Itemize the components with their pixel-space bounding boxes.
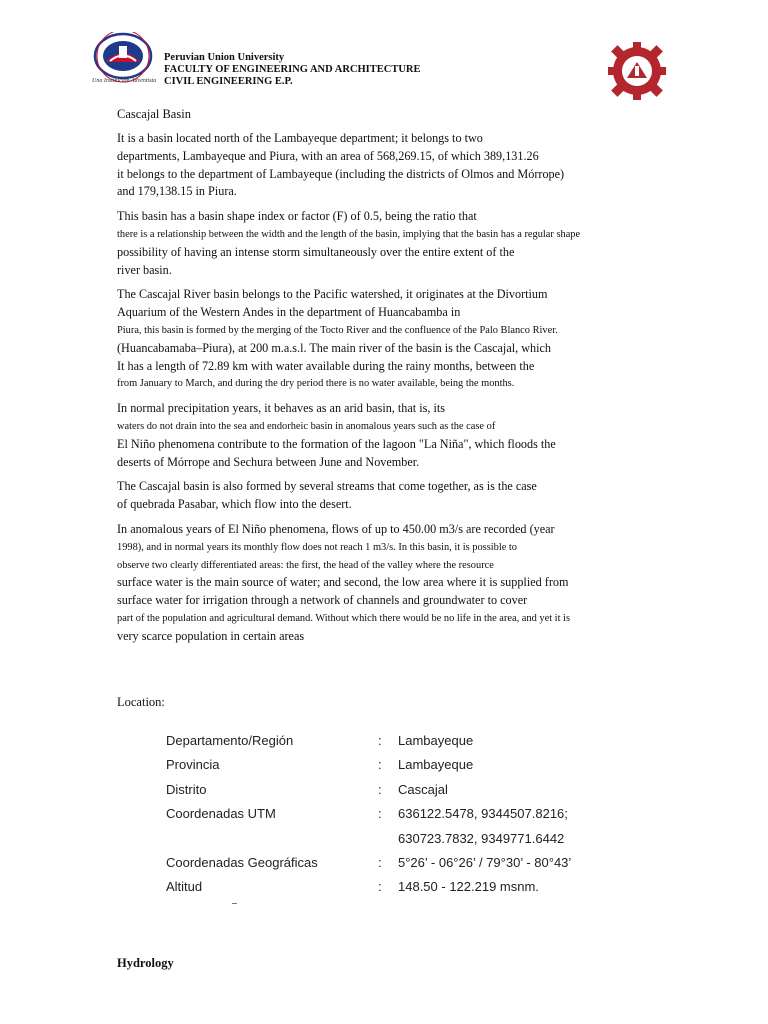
text-line: departments, Lambayeque and Piura, with an area of 568,269.15, of which 389,131.26	[117, 148, 539, 163]
location-value: 148.50 - 122.219 msnm.	[398, 879, 539, 895]
university-name: Peruvian Union University	[164, 52, 285, 63]
institution-block	[164, 52, 421, 88]
text-line: In anomalous years of El Niño phenomena, flows of up to 450.00 m3/s are recorded (year	[117, 521, 555, 536]
location-value: Lambayeque	[398, 733, 474, 748]
location-key: Distrito	[166, 781, 207, 797]
text-line: of quebrada Pasabar, which flow into the desert.	[117, 497, 352, 512]
text-line: there is a relationship between the width and the length of the basin, implying that the basin has a regular shape	[117, 228, 581, 240]
text-line: deserts of Mórrope and Sechura between June and November.	[117, 454, 420, 469]
text-line: Aquarium of the Western Andes in the department of Huancabamba in	[117, 305, 461, 320]
logo-motto: Una Institución Adventista	[92, 78, 157, 84]
text-line: The Cascajal River basin belongs to the Pacific watershed, it originates at the Divortium	[117, 287, 548, 302]
paragraph	[117, 130, 657, 201]
location-colon: :	[378, 733, 382, 748]
text-line: it belongs to the department of Lambayeque (including the districts of Olmos and Mórrope)	[117, 166, 565, 181]
paragraph	[117, 286, 657, 393]
paragraph	[117, 521, 657, 646]
text-line: 1998), and in normal years its monthly flow does not reach 1 m3/s. In this basin, it is possible to	[117, 541, 517, 553]
location-key: Coordenadas UTM	[166, 806, 276, 822]
text-line: observe two clearly differentiated areas: the first, the head of the valley where the resource	[117, 559, 494, 571]
location-label: Location:	[117, 695, 165, 709]
location-key: Coordenadas Geográficas	[166, 854, 318, 870]
text-line: El Niño phenomena contribute to the formation of the lagoon "La Niña", which floods the	[117, 436, 556, 451]
text-line: It is a basin located north of the Lambayeque department; it belongs to two	[117, 131, 483, 145]
location-key: Altitud	[166, 879, 203, 895]
text-line: This basin has a basin shape index or factor (F) of 0.5, being the ratio that	[117, 209, 477, 224]
location-key: Provincia	[166, 757, 220, 773]
location-colon: :	[378, 879, 382, 895]
location-colon: :	[378, 757, 382, 773]
paragraph	[117, 478, 657, 514]
text-line: part of the population and agricultural demand. Without which there would be no life in the area, and yet it is	[117, 612, 570, 624]
text-line: and 179,138.15 in Piura.	[117, 184, 237, 199]
civil-engineering-logo	[606, 40, 668, 102]
text-line: The Cascajal basin is also formed by several streams that come together, as is the case	[117, 479, 537, 494]
faculty-name: FACULTY OF ENGINEERING AND ARCHITECTURE	[164, 64, 421, 75]
text-line: from January to March, and during the dry period there is no water available, being the months.	[117, 378, 515, 390]
text-line: (Huancabamaba–Piura), at 200 m.a.s.l. The main river of the basin is the Cascajal, which	[117, 340, 551, 355]
paragraphs	[117, 130, 657, 646]
text-line: possibility of having an intense storm simultaneously over the entire extent of the	[117, 244, 515, 259]
location-value: 630723.7832, 9349771.6442	[398, 830, 565, 846]
text-line: river basin.	[117, 262, 172, 277]
location-value: Cascajal	[398, 781, 448, 797]
location-colon: :	[378, 781, 382, 797]
text-line: surface water is the main source of water; and second, the low area where it is supplied from	[117, 575, 569, 590]
text-line: waters do not drain into the sea and endorheic basin in anomalous years such as the case of	[117, 420, 496, 432]
text-line: Piura, this basin is formed by the merging of the Tocto River and the confluence of the Palo Blanco River.	[117, 324, 558, 336]
text-line: It has a length of 72.89 km with water available during the rainy months, between the	[117, 358, 535, 373]
section-title: Cascajal Basin	[117, 107, 191, 121]
hydrology-heading: Hydrology	[117, 956, 174, 970]
stray-mark	[232, 903, 237, 904]
text-line: very scarce population in certain areas	[117, 628, 305, 643]
school-name: CIVIL ENGINEERING E.P.	[164, 76, 293, 87]
university-logo	[92, 32, 157, 90]
location-key: Departamento/Región	[166, 733, 294, 748]
text-line: In normal precipitation years, it behaves as an arid basin, that is, its	[117, 401, 445, 416]
text-line: surface water for irrigation through a network of channels and groundwater to cover	[117, 593, 528, 608]
location-colon: :	[378, 806, 382, 822]
document-body	[117, 107, 657, 653]
location-colon: :	[378, 854, 382, 870]
location-value: 636122.5478, 9344507.8216;	[398, 806, 568, 822]
document-header	[92, 30, 692, 110]
paragraph	[117, 400, 657, 471]
paragraph	[117, 208, 657, 279]
location-value: 5°26’ - 06°26’ / 79°30’ - 80°43’	[398, 854, 572, 870]
location-value: Lambayeque	[398, 757, 474, 773]
